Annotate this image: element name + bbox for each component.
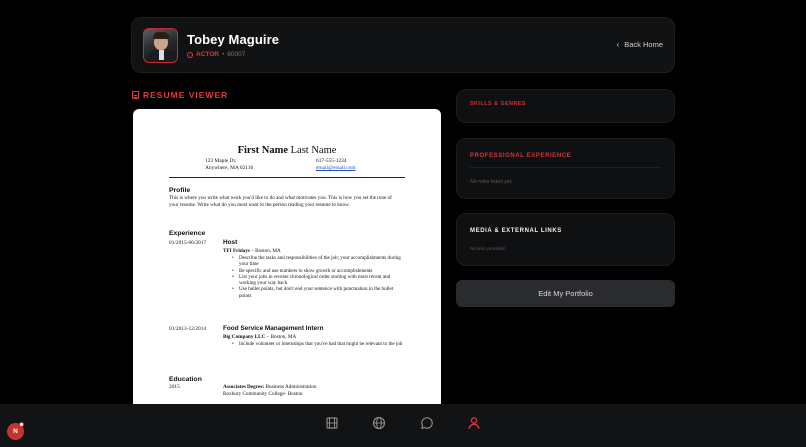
user-icon[interactable] <box>467 416 481 430</box>
address-line-1: 123 Maple Dr. <box>205 158 237 164</box>
job-dates: 01/2015-06/2017 <box>169 240 207 246</box>
job-dates: 01/2013-12/2014 <box>169 326 207 332</box>
list-item: • List your jobs in reverse chronological order starting with most recent and working your way back <box>232 274 404 287</box>
job-title: Food Service Management Intern <box>223 325 324 332</box>
globe-icon[interactable] <box>372 416 386 430</box>
role-separator: • <box>222 51 225 58</box>
notification-dot <box>19 422 24 427</box>
role-row <box>187 51 245 58</box>
media-card <box>456 213 675 266</box>
degree-label: Associates Degree: <box>223 384 265 390</box>
education-heading: Education <box>169 376 202 383</box>
experience-heading: Experience <box>169 230 206 237</box>
list-item: • Use bullet points, but don't end your sentence with punctuation in the bullet points <box>232 286 404 299</box>
job-employer <box>223 334 296 340</box>
bottom-nav <box>0 404 806 447</box>
experience-divider <box>470 167 661 168</box>
skills-title: SKILLS & GENRES <box>470 101 526 107</box>
profile-text: This is where you write what work you'd like to do and what motivates you. This is how you set the tone of your resume. Write what do you most want to the person reading your resume to know. <box>169 195 392 208</box>
edit-portfolio-button[interactable]: Edit My Portfolio <box>456 280 675 307</box>
resume-viewer-title: RESUME VIEWER <box>143 90 229 100</box>
resume-document[interactable] <box>133 109 441 409</box>
resume-first-name: First Name <box>237 145 289 156</box>
chat-bubble-icon[interactable] <box>420 416 434 430</box>
school: Roxbury Community College- Boston <box>223 391 303 397</box>
resume-viewer-heading <box>132 90 228 100</box>
avatar <box>143 28 178 63</box>
employer-name: TFI Fridays <box>223 248 250 254</box>
list-item: • Be specific and use numbers to show growth or accomplishments <box>232 268 404 274</box>
resume-contact <box>316 158 356 172</box>
experience-empty-text: No roles listed yet. <box>470 179 513 185</box>
user-menu-button[interactable]: N <box>7 423 24 440</box>
degree <box>223 384 316 390</box>
resume-last-name: Last Name <box>290 145 337 156</box>
resume-divider <box>169 177 405 178</box>
resume-email-link[interactable]: email@email.com <box>316 165 356 171</box>
resume-address <box>205 158 253 172</box>
job-bullets <box>232 341 404 347</box>
address-line-2: Anywhere, MA 02116 <box>205 165 254 171</box>
job-employer <box>223 248 281 254</box>
media-title: MEDIA & EXTERNAL LINKS <box>470 228 562 234</box>
chevron-left-icon: ‹ <box>616 40 620 49</box>
list-item: • Describe the tasks and responsibilities of the job; your accomplishments during your time <box>232 255 404 268</box>
profile-name: Tobey Maguire <box>187 32 280 47</box>
back-home-button[interactable] <box>617 40 663 49</box>
experience-card <box>456 138 675 199</box>
employer-location: – Boston, MA <box>265 334 297 340</box>
degree-value: Business Administration <box>264 384 317 390</box>
resume-phone: 617-555-1234 <box>316 158 347 164</box>
film-icon[interactable] <box>325 416 339 430</box>
back-home-label: Back Home <box>624 40 663 49</box>
resume-full-name <box>133 145 441 156</box>
employer-location: – Boston, MA <box>249 248 281 254</box>
experience-title: PROFESSIONAL EXPERIENCE <box>470 153 572 159</box>
profile-heading: Profile <box>169 187 191 194</box>
education-year: 2015 <box>169 384 180 390</box>
skills-card <box>456 89 675 123</box>
job-bullets <box>232 255 404 299</box>
document-icon <box>132 91 139 99</box>
job-title: Host <box>223 239 238 246</box>
profile-id: 60007 <box>227 51 246 58</box>
media-empty-text: No links provided. <box>470 246 506 251</box>
clock-icon <box>187 52 193 58</box>
list-item: • Include volunteer or internships that you've had that might be relevant to the job <box>232 341 404 347</box>
profile-header <box>131 17 675 73</box>
role-label: ACTOR <box>196 51 219 58</box>
employer-name: Big Company LLC <box>223 334 266 340</box>
